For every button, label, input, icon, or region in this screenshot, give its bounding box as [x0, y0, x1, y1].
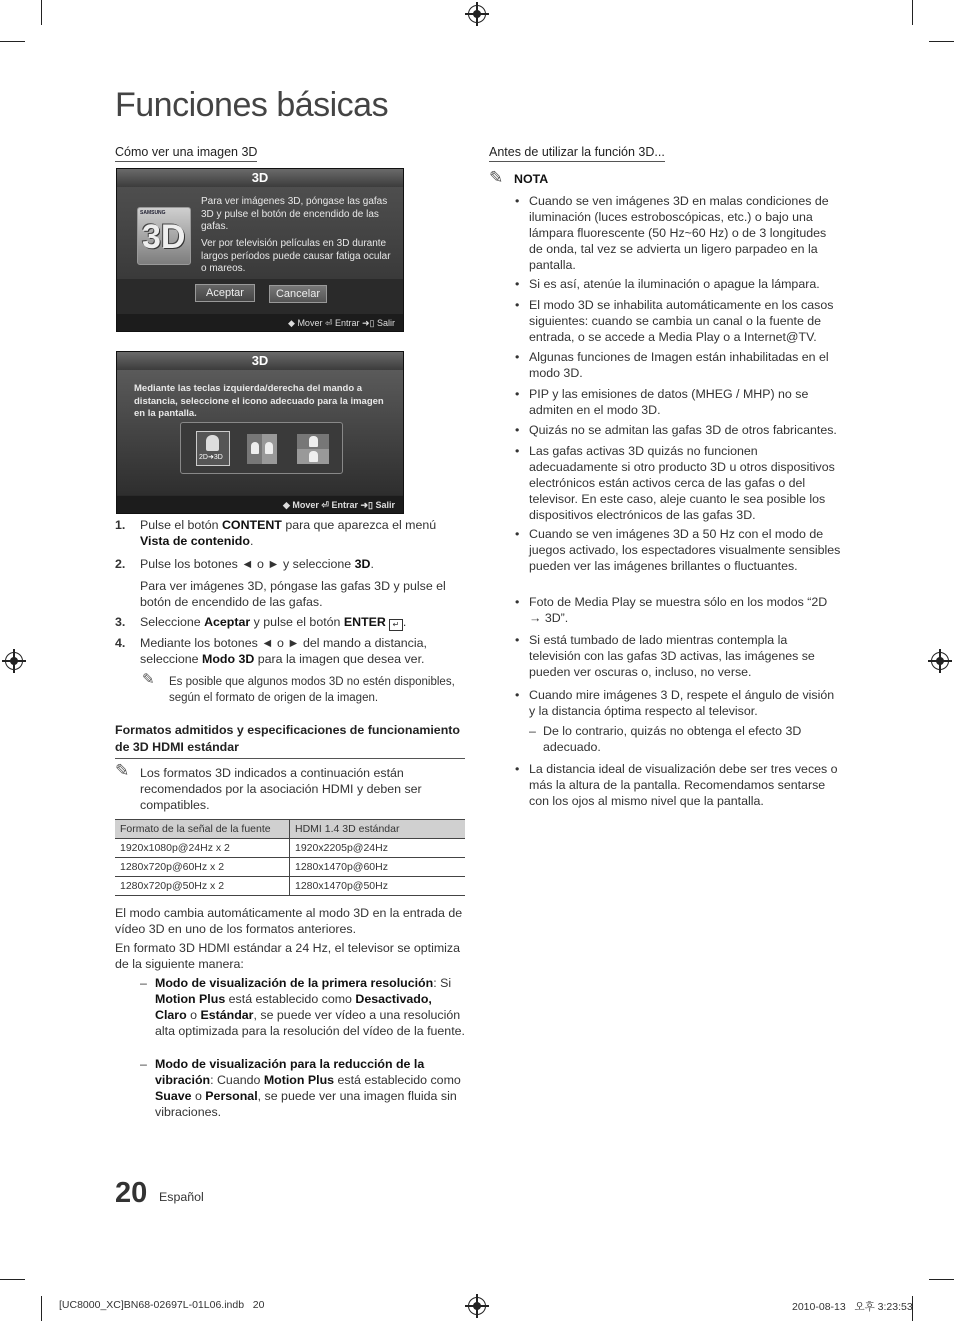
- screen-panel: [117, 370, 403, 495]
- section-heading-view-3d: Cómo ver una imagen 3D: [115, 145, 257, 162]
- person-icon: [309, 451, 318, 462]
- step-text: .: [370, 557, 374, 571]
- print-file-info: [UC8000_XC]BN68-02697L-01L06.indb 20: [59, 1299, 265, 1311]
- table-cell: 1280x720p@60Hz x 2: [115, 858, 290, 877]
- bold-text: Motion Plus: [263, 1073, 335, 1087]
- dash-marker: –: [140, 976, 147, 990]
- mode-top-bottom-button[interactable]: [297, 434, 329, 464]
- print-timestamp: 2010-08-13 오후 3:23:53: [792, 1301, 913, 1313]
- person-icon: [309, 436, 318, 447]
- step-text: .: [249, 534, 254, 548]
- step-text: para la imagen que desea ver.: [254, 652, 425, 666]
- table-cell: 1280x1470p@50Hz: [290, 877, 466, 896]
- bold-text: Modo de visualización para la reducción de la vibración: [155, 1057, 425, 1087]
- step-text: y pulse el botón: [250, 615, 344, 629]
- logo-brand: SAMSUNG: [140, 210, 166, 216]
- bold-text: Personal: [205, 1089, 258, 1103]
- step-text: Mediante los botones ◄ o ► del mando a distancia, seleccione: [140, 636, 427, 666]
- nota-label: NOTA: [514, 172, 549, 186]
- registration-mark-icon: [468, 1297, 486, 1315]
- page-language: Español: [159, 1190, 204, 1204]
- note-pencil-icon: ✎: [142, 671, 155, 688]
- mode-selector: [180, 422, 343, 474]
- text: está establecido como: [334, 1073, 461, 1087]
- text: , se puede ver vídeo a una resolución alta optimizada para la resolución del vídeo de la fuente.: [155, 1008, 465, 1038]
- sub-dash-text: De lo contrario, quizás no obtenga el efecto 3D adecuado.: [543, 724, 802, 754]
- person-icon: [265, 442, 273, 454]
- step-bold: 3D: [354, 557, 371, 571]
- dash-marker: –: [529, 724, 536, 738]
- tv-screen-3d-mode: [116, 351, 404, 514]
- table-header: HDMI 1.4 3D estándar: [290, 820, 466, 839]
- note-pencil-icon: ✎: [489, 168, 504, 187]
- bullet-text: Foto de Media Play se muestra sólo en los modos “2D → 3D”.: [529, 595, 828, 625]
- section-heading-formats: Formatos admitidos y especificaciones de funcionamiento de 3D HDMI estándar: [115, 722, 465, 759]
- table-cell: 1280x1470p@60Hz: [290, 858, 466, 877]
- text: : Cuando: [210, 1073, 264, 1087]
- formats-table: [115, 819, 465, 896]
- step-bold: Aceptar: [204, 615, 251, 629]
- step-number: 2.: [115, 557, 126, 571]
- dash-item-vibration: [155, 1056, 465, 1120]
- table-cell: 1280x720p@50Hz x 2: [115, 877, 290, 896]
- page-title: Funciones básicas: [115, 86, 389, 124]
- bullet-text: Quizás no se admitan las gafas 3D de otros fabricantes.: [529, 423, 837, 437]
- mode-side-by-side-button[interactable]: [247, 434, 277, 464]
- registration-mark-icon: [5, 652, 23, 670]
- bullet-text: PIP y las emisiones de datos (MHEG / MHP) no se admiten en el modo 3D.: [529, 387, 809, 417]
- bold-text: Modo de visualización de la primera resolución: [155, 976, 434, 990]
- crop-mark: [929, 1279, 954, 1280]
- screen-header: 3D: [117, 352, 403, 370]
- screen-footer-help: ◆ Mover ⏎ Entrar ➜▯ Salir: [117, 496, 403, 513]
- crop-mark: [0, 41, 25, 42]
- person-icon: [251, 442, 259, 454]
- bullet-text: Las gafas activas 3D quizás no funcionen adecuadamente si otro producto 3D u otros dispositivos electrónicos están activos cerca de las gafas o del televisor. En este caso, aleje cuanto le sea posible los dispositivos electrónicos de las gafas 3D.: [529, 444, 835, 522]
- table-row: [115, 839, 465, 858]
- screen-footer-help: ◆ Mover ⏎ Entrar ➜▯ Salir: [117, 314, 403, 331]
- table-row: [115, 877, 465, 896]
- screen-warning-text-1: Para ver imágenes 3D, póngase las gafas 3D y pulse el botón de encendido de las gafas.: [201, 196, 388, 232]
- step-text: Para ver imágenes 3D, póngase las gafas 3D y pulse el botón de encendido de las gafas.: [140, 579, 446, 609]
- step-text: Seleccione: [140, 615, 205, 629]
- dash-item-resolution: [155, 975, 465, 1039]
- step-bold: Vista de contenido: [140, 534, 250, 548]
- bold-text: Motion Plus: [155, 992, 226, 1006]
- bullet-text: Cuando se ven imágenes 3D a 50 Hz con el modo de juegos activado, los espectadores visualmente sensibles pueden ver las imágenes brillantes o fluctuantes.: [529, 527, 841, 573]
- page-number: 20: [115, 1177, 148, 1209]
- bullet-text: Cuando se ven imágenes 3D en malas condiciones de iluminación (luces estroboscópicas, etc.) o bajo una lámpara fluorescente (50 Hz~60 Hz) o de 3 longitudes de onda, tal vez se advierta un ligero parpadeo en la pantalla.: [529, 194, 829, 272]
- bold-text: Desactivado, Claro: [155, 992, 432, 1022]
- table-cell: 1920x1080p@24Hz x 2: [115, 839, 290, 858]
- step-number: 3.: [115, 615, 126, 629]
- bullet-text: La distancia ideal de visualización debe ser tres veces o más la altura de la pantalla. Recomendamos sentarse con los ojos al mismo nivel que la pantalla.: [529, 762, 838, 808]
- 3d-logo-icon: [137, 207, 191, 265]
- paragraph-auto-mode: El modo cambia automáticamente al modo 3D en la entrada de vídeo 3D en uno de los formatos anteriores.: [115, 906, 463, 936]
- registration-mark-icon: [931, 652, 949, 670]
- logo-3d-text: 3D: [142, 218, 186, 256]
- screen-warning-text-2: Ver por televisión películas en 3D durante largos períodos puede causar fatiga ocular o mareos.: [201, 238, 391, 274]
- step-number: 1.: [115, 518, 126, 532]
- text: o: [186, 1008, 201, 1022]
- text: está establecido como: [225, 992, 356, 1006]
- step-bold: ENTER: [343, 615, 386, 629]
- screen-panel: [117, 187, 403, 279]
- bullet-text: El modo 3D se inhabilita automáticamente en los casos siguientes: cuando se cambia un canal o la fuente de entrada, o se accede a Media Play o a Internet@TV.: [529, 298, 834, 344]
- text: , se puede ver una imagen fluida sin vibraciones.: [155, 1089, 457, 1119]
- table-header: Formato de la señal de la fuente: [115, 820, 290, 839]
- screen-message: Mediante las teclas izquierda/derecha del mando a distancia, seleccione el icono adecuado para la imagen en la pantalla.: [134, 383, 384, 419]
- registration-mark-icon: [468, 5, 486, 23]
- step-bold: CONTENT: [221, 518, 282, 532]
- step-number: 4.: [115, 636, 126, 650]
- table-cell: 1920x2205p@24Hz: [290, 839, 466, 858]
- crop-mark: [0, 1279, 25, 1280]
- table-header-row: [115, 820, 465, 839]
- bullet-text: Cuando mire imágenes 3 D, respete el ángulo de visión y la distancia óptima respecto al televisor.: [529, 688, 835, 718]
- crop-mark: [912, 0, 913, 25]
- table-row: [115, 858, 465, 877]
- bullet-text: Si es así, atenúe la iluminación o apague la lámpara.: [529, 277, 820, 291]
- screen-header: 3D: [117, 169, 403, 187]
- bold-text: Estándar: [200, 1008, 254, 1022]
- tv-screen-3d-warning: [116, 168, 404, 332]
- dash-marker: –: [140, 1057, 147, 1071]
- section-heading-before-3d: Antes de utilizar la función 3D...: [489, 145, 665, 162]
- text: o: [191, 1089, 206, 1103]
- note-pencil-icon: ✎: [115, 761, 130, 780]
- bold-text: Suave: [155, 1089, 192, 1103]
- person-icon: [206, 435, 219, 451]
- paragraph-optimize: En formato 3D HDMI estándar a 24 Hz, el televisor se optimiza de la siguiente manera:: [115, 941, 461, 971]
- crop-mark: [41, 0, 42, 25]
- bullet-text: Algunas funciones de Imagen están inhabilitadas en el modo 3D.: [529, 350, 829, 380]
- text: : Si: [433, 976, 452, 990]
- mode-2d-to-3d-button[interactable]: [196, 431, 230, 466]
- step-bold: Modo 3D: [202, 652, 255, 666]
- step-text: Pulse los botones ◄ o ► y seleccione: [140, 557, 355, 571]
- step-text: Pulse el botón: [140, 518, 222, 532]
- accept-button[interactable]: Aceptar: [195, 284, 255, 302]
- note-text: Es posible que algunos modos 3D no estén disponibles, según el formato de origen de la imagen.: [169, 676, 455, 704]
- crop-mark: [929, 41, 954, 42]
- step-text: para que aparezca el menú: [281, 518, 437, 532]
- note-text: Los formatos 3D indicados a continuación están recomendados por la asociación HDMI y deben ser compatibles.: [140, 766, 422, 812]
- step-text: .: [402, 615, 407, 629]
- mode-label: 2D➜3D: [199, 454, 223, 461]
- enter-icon: ↵: [389, 619, 403, 631]
- crop-mark: [41, 1296, 42, 1321]
- cancel-button[interactable]: Cancelar: [269, 285, 327, 303]
- bullet-text: Si está tumbado de lado mientras contempla la televisión con las gafas 3D activas, las imágenes se pueden ver oscuras o, incluso, no verse.: [529, 633, 815, 679]
